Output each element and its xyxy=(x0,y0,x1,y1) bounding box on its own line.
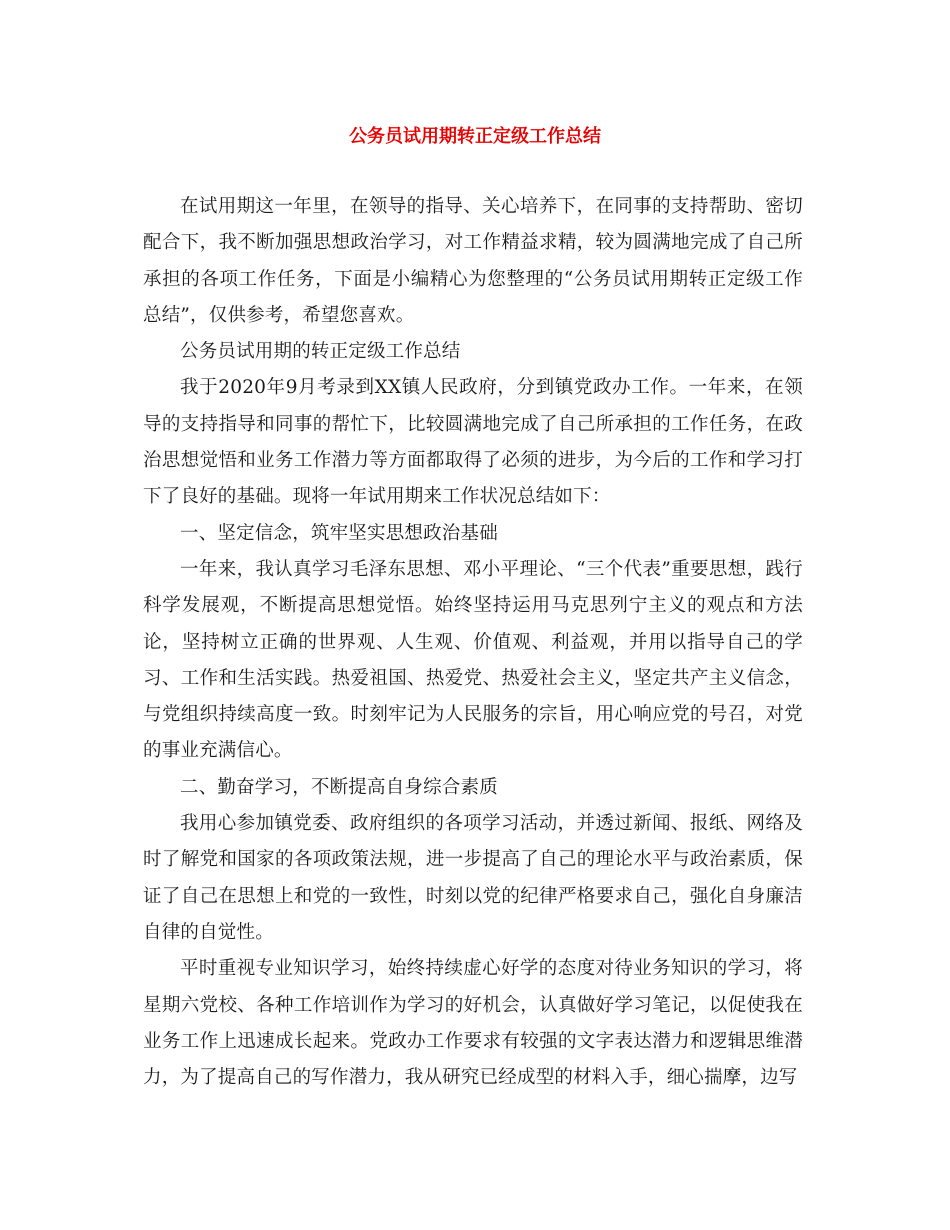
paragraph-section-2b: 平时重视专业知识学习，始终持续虚心好学的态度对待业务知识的学习，将星期六党校、各种工作培训作为学习的好机会，认真做好学习笔记，以促使我在业务工作上迅速成长起来。党政办工作要求有较强的文字表达潜力和逻辑思维潜力，为了提高自己的写作潜力，我从研究已经成型的材料入手，细心揣摩，边写 xyxy=(143,958,803,1089)
paragraph-section-2a: 我用心参加镇党委、政府组织的各项学习活动，并透过新闻、报纸、网络及时了解党和国家的各项政策法规，进一步提高了自己的理论水平与政治素质，保证了自己在思想上和党的一致性，时刻以党的纪律严格要求自己，强化自身廉洁自律的自觉性。 xyxy=(143,813,803,943)
paragraph-intro: 在试用期这一年里，在领导的指导、关心培养下，在同事的支持帮助、密切配合下，我不断加强思想政治学习，对工作精益求精，较为圆满地完成了自己所承担的各项工作任务，下面是小编精心为您整理的“公务员试用期转正定级工作总结”，仅供参考，希望您喜欢。 xyxy=(143,196,803,326)
document-title: 公务员试用期转正定级工作总结 xyxy=(349,126,601,147)
paragraph-subtitle: 公务员试用期的转正定级工作总结 xyxy=(180,341,461,363)
document-body xyxy=(143,189,803,1096)
section-heading-1: 一、坚定信念，筑牢坚实思想政治基础 xyxy=(180,522,498,544)
paragraph-section-1: 一年来，我认真学习毛泽东思想、邓小平理论、“三个代表”重要思想，践行科学发展观，不断提高思想觉悟。始终坚持运用马克思列宁主义的观点和方法论，坚持树立正确的世界观、人生观、价值观、利益观，并用以指导自己的学习、工作和生活实践。热爱祖国、热爱党、热爱社会主义，坚定共产主义信念，与党组织持续高度一致。时刻牢记为人民服务的宗旨，用心响应党的号召，对党的事业充满信心。 xyxy=(143,558,803,762)
paragraph-overview: 我于2020年9月考录到XX镇人民政府，分到镇党政办工作。一年来，在领导的支持指导和同事的帮忙下，比较圆满地完成了自己所承担的工作任务，在政治思想觉悟和业务工作潜力等方面都取得了必须的进步，为今后的工作和学习打下了良好的基础。现将一年试用期来工作状况总结如下： xyxy=(143,377,803,508)
section-heading-2: 二、勤奋学习，不断提高自身综合素质 xyxy=(180,776,498,798)
